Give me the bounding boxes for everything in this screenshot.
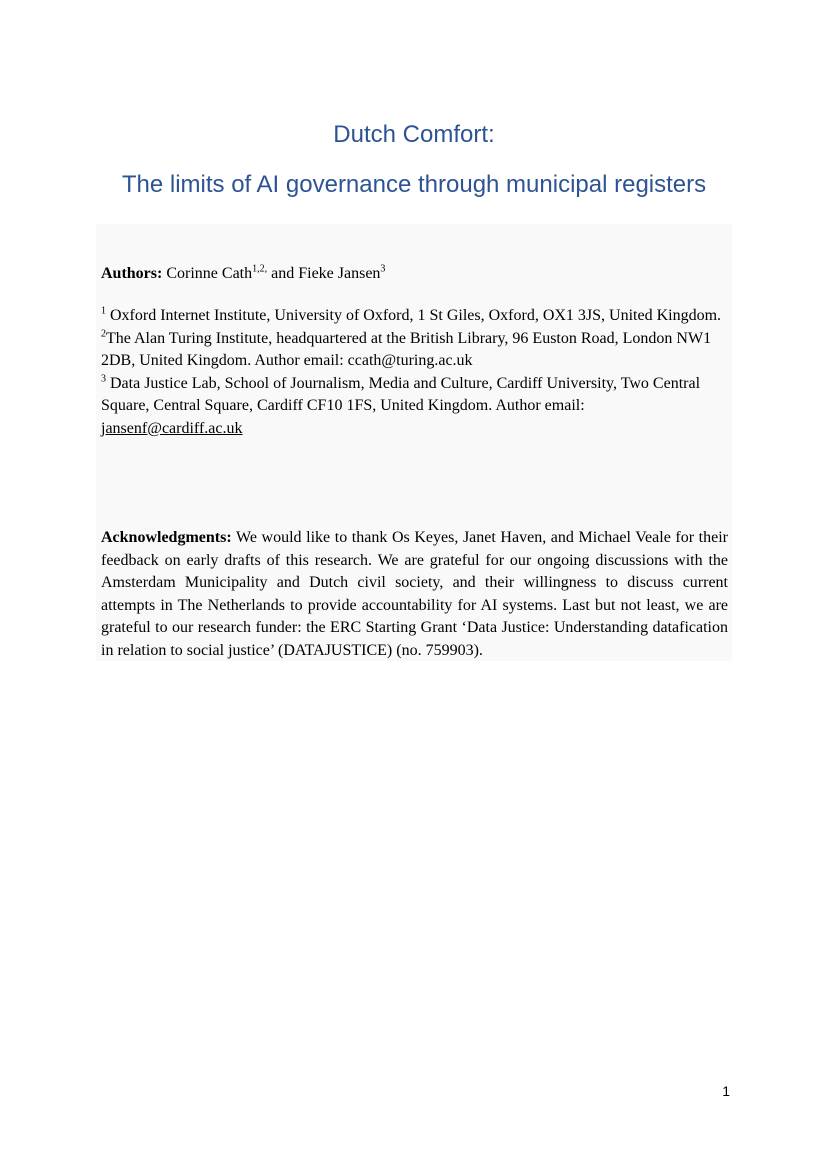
affiliations-block bbox=[101, 305, 728, 440]
acknowledgments-text: We would like to thank Os Keyes, Janet Haven, and Michael Veale for their feedback on early drafts of this research. We are grateful for our ongoing discussions with the Amsterdam Municipality and Dutch civil society, and their willingness to discuss current attempts in The Netherlands to provide accountability for AI systems. Last but not least, we are grateful to our research funder: the ERC Starting Grant ‘Data Justice: Understanding datafication in relation to social justice’ (DATAJUSTICE) (no. 759903). bbox=[101, 529, 728, 659]
acknowledgments-paragraph bbox=[101, 527, 728, 662]
affiliation-3-marker: 3 bbox=[101, 373, 106, 385]
authors-line bbox=[101, 263, 728, 286]
authors-connector: and bbox=[267, 265, 299, 282]
authors-label: Authors: bbox=[101, 265, 163, 282]
affiliation-3 bbox=[101, 373, 728, 441]
affiliation-1-text: Oxford Internet Institute, University of Oxford, 1 St Giles, Oxford, OX1 3JS, United Kingdom. bbox=[106, 307, 722, 324]
affiliation-1-marker: 1 bbox=[101, 305, 106, 317]
author-1-affiliation-marks: 1,2, bbox=[252, 263, 268, 275]
affiliation-1 bbox=[101, 305, 728, 328]
page-number: 1 bbox=[722, 1083, 730, 1099]
affiliation-2-marker: 2 bbox=[101, 328, 106, 340]
author-1-name: Corinne Cath bbox=[166, 265, 253, 282]
affiliation-3-text: Data Justice Lab, School of Journalism, Media and Culture, Cardiff University, Two Central Square, Central Square, Cardiff CF10 1FS, United Kingdom. Author email: bbox=[101, 374, 701, 414]
acknowledgments-label: Acknowledgments: bbox=[101, 529, 232, 546]
affiliation-2-text: The Alan Turing Institute, headquartered at the British Library, 96 Euston Road, London NW1 2DB, United Kingdom. Author email: ccath@turing.ac.uk bbox=[101, 329, 712, 369]
paper-title-line-1: Dutch Comfort: bbox=[333, 121, 495, 148]
affiliation-2 bbox=[101, 328, 728, 373]
author-2-name: Fieke Jansen bbox=[298, 265, 381, 282]
author-email-link[interactable]: jansenf@cardiff.ac.uk bbox=[101, 419, 243, 437]
author-2-affiliation-marks: 3 bbox=[380, 263, 386, 275]
paper-title-line-2: The limits of AI governance through municipal registers bbox=[121, 171, 707, 198]
